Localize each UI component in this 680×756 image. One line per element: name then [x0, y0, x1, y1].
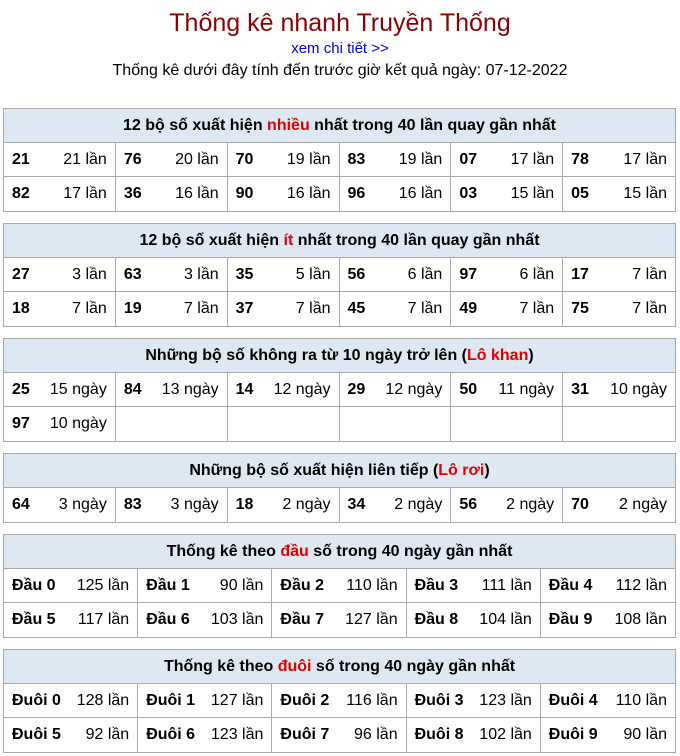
- stat-count: 103 lần: [210, 611, 264, 628]
- stat-cell: [272, 603, 406, 637]
- stat-cell: [340, 407, 452, 441]
- stat-number: 21: [12, 151, 30, 168]
- stat-number: 49: [459, 300, 478, 317]
- stat-count: 13 ngày: [161, 381, 219, 398]
- stat-number: 29: [347, 381, 366, 398]
- stat-count: 90 lần: [219, 577, 264, 594]
- stat-count: 12 ngày: [385, 381, 443, 398]
- stat-number: Đuôi 8: [414, 726, 464, 743]
- stat-number: Đầu 4: [548, 577, 593, 594]
- stat-count: 123 lần: [479, 692, 532, 709]
- stat-count: 20 lần: [175, 151, 219, 168]
- stat-number: 70: [235, 151, 254, 168]
- stat-count: 123 lần: [210, 726, 264, 743]
- stat-number: 83: [347, 151, 366, 168]
- section-title-text: Những bộ số không ra từ 10 ngày trở lên (: [145, 347, 467, 364]
- stat-number: 07: [459, 151, 478, 168]
- stat-cell: [541, 603, 675, 637]
- stat-cell: [138, 718, 272, 752]
- stat-number: 82: [12, 185, 30, 202]
- section-title: [4, 224, 675, 258]
- stat-count: 125 lần: [76, 577, 130, 594]
- stat-number: Đầu 7: [280, 611, 324, 628]
- stat-count: 7 lần: [295, 300, 331, 317]
- stat-cell: [451, 407, 563, 441]
- stat-cell: [116, 488, 228, 522]
- stat-cell: [4, 177, 116, 211]
- stat-number: 63: [123, 266, 142, 283]
- stat-count: 104 lần: [479, 611, 532, 628]
- stat-count: 3 ngày: [170, 496, 219, 513]
- stats-grid: [4, 488, 675, 522]
- section-title-highlight: đuôi: [277, 658, 312, 675]
- stat-cell: [228, 292, 340, 326]
- section-title-text: 12 bộ số xuất hiện: [139, 232, 284, 249]
- stat-count: 7 lần: [632, 266, 667, 283]
- stat-cell: [407, 684, 541, 718]
- section-least: [3, 223, 676, 327]
- stats-grid: [4, 258, 675, 326]
- stat-number: 56: [459, 496, 478, 513]
- section-title: [4, 454, 675, 488]
- stat-cell: [563, 488, 675, 522]
- stat-cell: [4, 143, 116, 177]
- stat-number: 84: [123, 381, 142, 398]
- stat-count: 2 ngày: [506, 496, 555, 513]
- stat-count: 15 ngày: [49, 381, 107, 398]
- stat-count: 90 lần: [623, 726, 667, 743]
- stat-count: 16 lần: [286, 185, 331, 202]
- stat-count: 7 lần: [72, 300, 107, 317]
- stat-number: Đầu 1: [146, 577, 190, 594]
- stat-count: 6 lần: [407, 266, 443, 283]
- section-lokhan: [3, 338, 676, 442]
- stat-number: Đuôi 2: [280, 692, 330, 709]
- stat-number: 96: [347, 185, 366, 202]
- section-title: [4, 109, 675, 143]
- stat-count: 116 lần: [346, 692, 398, 709]
- stat-cell: [116, 373, 228, 407]
- stat-cell: [116, 292, 228, 326]
- stat-number: Đầu 6: [146, 611, 190, 628]
- stat-count: 5 lần: [295, 266, 331, 283]
- stat-cell: [541, 569, 675, 603]
- stat-cell: [4, 258, 116, 292]
- stat-number: Đuôi 7: [280, 726, 330, 743]
- stat-cell: [138, 684, 272, 718]
- stat-number: 97: [459, 266, 478, 283]
- stat-number: 78: [571, 151, 589, 168]
- section-title-highlight: đầu: [280, 543, 309, 560]
- stat-count: 92 lần: [85, 726, 130, 743]
- stat-number: 14: [235, 381, 254, 398]
- stat-number: 50: [459, 381, 478, 398]
- section-title-highlight: Lô rơi: [438, 462, 485, 479]
- stat-count: 3 ngày: [58, 496, 107, 513]
- stat-number: 83: [123, 496, 142, 513]
- stat-cell: [340, 292, 452, 326]
- stat-cell: [407, 718, 541, 752]
- stat-count: 112 lần: [615, 577, 667, 594]
- section-title: [4, 535, 675, 569]
- stat-number: 18: [12, 300, 30, 317]
- page-header: [0, 0, 680, 85]
- stat-number: 18: [235, 496, 254, 513]
- stat-count: 2 ngày: [282, 496, 331, 513]
- stat-cell: [4, 488, 116, 522]
- stat-cell: [116, 407, 228, 441]
- stat-count: 15 lần: [510, 185, 555, 202]
- stat-count: 2 ngày: [618, 496, 667, 513]
- stat-cell: [451, 177, 563, 211]
- stat-count: 21 lần: [63, 151, 107, 168]
- stat-number: 25: [12, 381, 30, 398]
- stat-number: 64: [12, 496, 30, 513]
- page-subtitle: Thống kê dưới đây tính đến trước giờ kết quả ngày: 07-12-2022: [112, 62, 568, 79]
- stat-count: 127 lần: [345, 611, 398, 628]
- stat-number: 56: [347, 266, 366, 283]
- stat-cell: [340, 373, 452, 407]
- stat-cell: [4, 718, 138, 752]
- section-dau: [3, 534, 676, 638]
- section-loroi: [3, 453, 676, 523]
- stat-count: 17 lần: [623, 151, 667, 168]
- stat-cell: [4, 373, 116, 407]
- stat-cell: [340, 143, 452, 177]
- stat-number: Đuôi 9: [548, 726, 598, 743]
- stat-number: Đầu 0: [12, 577, 56, 594]
- stat-number: Đầu 8: [414, 611, 459, 628]
- stat-cell: [451, 488, 563, 522]
- stat-number: 76: [123, 151, 142, 168]
- stat-count: 7 lần: [407, 300, 443, 317]
- section-most: [3, 108, 676, 212]
- stat-cell: [451, 292, 563, 326]
- stat-cell: [272, 718, 406, 752]
- stat-cell: [116, 143, 228, 177]
- stat-count: 17 lần: [510, 151, 555, 168]
- section-title-text: 12 bộ số xuất hiện: [123, 117, 268, 134]
- stat-count: 16 lần: [398, 185, 443, 202]
- stat-cell: [563, 407, 675, 441]
- stat-number: Đuôi 3: [414, 692, 464, 709]
- section-title-text: Những bộ số xuất hiện liên tiếp (: [189, 462, 439, 479]
- stat-number: 03: [459, 185, 478, 202]
- stat-count: 12 ngày: [273, 381, 331, 398]
- stats-grid: [4, 569, 675, 637]
- stat-number: Đầu 5: [12, 611, 56, 628]
- stat-cell: [228, 177, 340, 211]
- stat-count: 6 lần: [519, 266, 555, 283]
- stat-number: Đầu 3: [414, 577, 459, 594]
- stat-count: 110 lần: [615, 692, 667, 709]
- section-title-text: ): [528, 347, 534, 364]
- stat-number: 70: [571, 496, 589, 513]
- section-title-text: nhất trong 40 lần quay gần nhất: [293, 232, 540, 249]
- section-title-text: số trong 40 ngày gần nhất: [311, 658, 516, 675]
- stat-count: 19 lần: [398, 151, 443, 168]
- section-title-highlight: nhiều: [267, 117, 310, 134]
- stat-number: 37: [235, 300, 254, 317]
- stat-cell: [407, 603, 541, 637]
- stat-cell: [4, 292, 116, 326]
- stat-cell: [340, 177, 452, 211]
- stat-number: Đuôi 5: [12, 726, 61, 743]
- stat-cell: [138, 603, 272, 637]
- stat-cell: [4, 603, 138, 637]
- stat-cell: [228, 373, 340, 407]
- stat-cell: [340, 488, 452, 522]
- stat-number: Đầu 2: [280, 577, 324, 594]
- stat-count: 110 lần: [346, 577, 398, 594]
- stat-count: 11 ngày: [498, 381, 555, 398]
- stat-cell: [451, 373, 563, 407]
- stats-grid: [4, 143, 675, 211]
- section-title-text: ): [484, 462, 490, 479]
- page-title: Thống kê nhanh Truyền Thống: [169, 9, 511, 37]
- section-duoi: [3, 649, 676, 753]
- stat-number: Đuôi 1: [146, 692, 196, 709]
- stat-count: 7 lần: [519, 300, 555, 317]
- section-title: [4, 650, 675, 684]
- stat-cell: [116, 177, 228, 211]
- view-details-link[interactable]: xem chi tiết >>: [291, 40, 389, 57]
- stat-number: 05: [571, 185, 589, 202]
- stat-number: 75: [571, 300, 589, 317]
- stat-cell: [541, 684, 675, 718]
- stat-cell: [563, 143, 675, 177]
- stat-count: 3 lần: [72, 266, 107, 283]
- stat-count: 15 lần: [623, 185, 667, 202]
- stat-number: Đuôi 6: [146, 726, 196, 743]
- stat-count: 10 ngày: [610, 381, 667, 398]
- stat-cell: [272, 684, 406, 718]
- stat-count: 17 lần: [63, 185, 107, 202]
- stat-cell: [116, 258, 228, 292]
- stat-number: 34: [347, 496, 366, 513]
- stat-number: 36: [123, 185, 142, 202]
- stat-cell: [541, 718, 675, 752]
- stat-number: 35: [235, 266, 254, 283]
- stats-grid: [4, 684, 675, 752]
- stat-count: 7 lần: [632, 300, 667, 317]
- section-title-highlight: Lô khan: [467, 347, 529, 364]
- stat-number: 17: [571, 266, 589, 283]
- stat-cell: [228, 258, 340, 292]
- section-title: [4, 339, 675, 373]
- stat-cell: [340, 258, 452, 292]
- stat-number: 27: [12, 266, 30, 283]
- stat-cell: [228, 143, 340, 177]
- stat-cell: [563, 292, 675, 326]
- stat-count: 102 lần: [479, 726, 532, 743]
- stat-number: 19: [123, 300, 142, 317]
- stat-number: 97: [12, 415, 30, 432]
- stats-grid: [4, 373, 675, 441]
- stat-number: 90: [235, 185, 254, 202]
- stat-cell: [4, 569, 138, 603]
- stat-number: Đuôi 0: [12, 692, 61, 709]
- section-title-text: số trong 40 ngày gần nhất: [308, 543, 513, 560]
- stat-cell: [228, 488, 340, 522]
- stat-count: 117 lần: [77, 611, 130, 628]
- stat-cell: [4, 407, 116, 441]
- stat-count: 16 lần: [175, 185, 219, 202]
- stat-count: 108 lần: [614, 611, 667, 628]
- section-title-text: Thống kê theo: [163, 658, 278, 675]
- section-title-text: nhất trong 40 lần quay gần nhất: [309, 117, 556, 134]
- stat-count: 111 lần: [481, 577, 532, 594]
- stat-count: 2 ngày: [394, 496, 443, 513]
- section-title-text: Thống kê theo: [166, 543, 281, 560]
- stat-cell: [138, 569, 272, 603]
- stat-cell: [563, 177, 675, 211]
- section-title-highlight: ít: [283, 232, 294, 249]
- stat-count: 96 lần: [354, 726, 398, 743]
- stat-count: 10 ngày: [49, 415, 107, 432]
- stat-number: Đuôi 4: [548, 692, 598, 709]
- stat-cell: [563, 373, 675, 407]
- stat-count: 127 lần: [210, 692, 264, 709]
- stat-cell: [4, 684, 138, 718]
- stat-cell: [563, 258, 675, 292]
- stat-count: 128 lần: [76, 692, 130, 709]
- stat-cell: [407, 569, 541, 603]
- stat-cell: [451, 258, 563, 292]
- stat-count: 3 lần: [183, 266, 219, 283]
- stat-cell: [228, 407, 340, 441]
- stat-count: 19 lần: [286, 151, 331, 168]
- stat-number: 45: [347, 300, 366, 317]
- stat-count: 7 lần: [183, 300, 219, 317]
- stat-number: Đầu 9: [548, 611, 593, 628]
- stat-cell: [451, 143, 563, 177]
- stat-number: 31: [571, 381, 589, 398]
- stat-cell: [272, 569, 406, 603]
